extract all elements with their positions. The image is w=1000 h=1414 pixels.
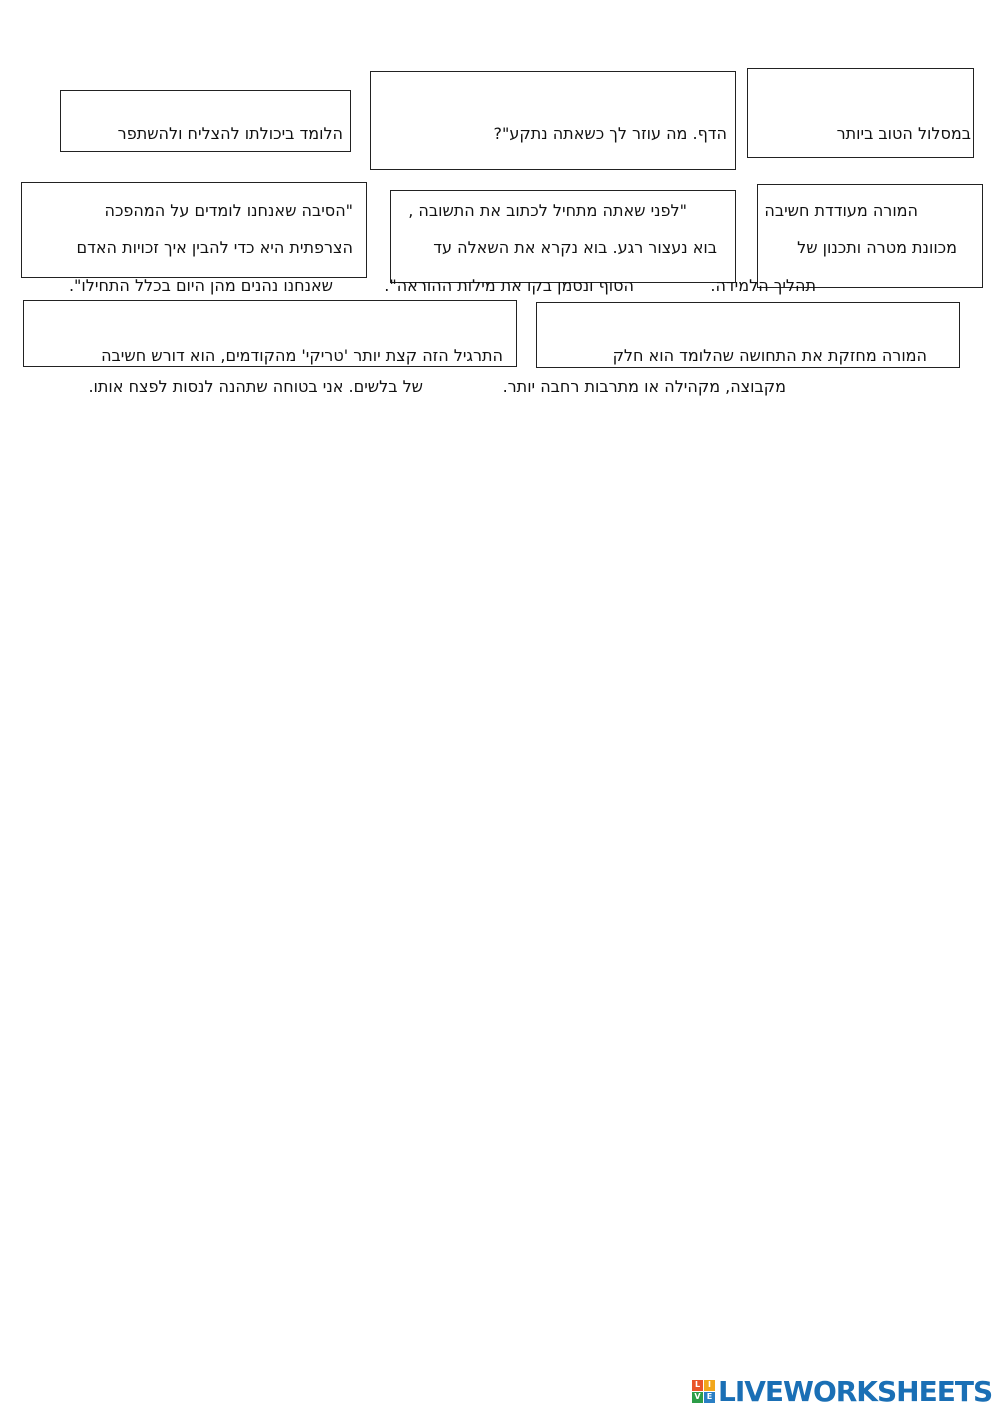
text-french-revolution-line2: הצרפתית היא כדי להבין איך זכויות האדם [76, 238, 353, 257]
answer-box-6[interactable] [757, 184, 983, 288]
text-teacher-belonging-line2: מקבוצה, מקהילה או מתרבות רחבה יותר. [502, 377, 786, 396]
logo-badge-e: E [704, 1392, 715, 1403]
text-page-help-question: הדף. מה עוזר לך כשאתה נתקע"? [493, 124, 727, 143]
text-teacher-encourages-line2: מכוונת מטרה ותכנון של [797, 238, 957, 257]
text-french-revolution-line1: "הסיבה שאנחנו לומדים על המהפכה [104, 201, 353, 220]
liveworksheets-logo [692, 1374, 992, 1408]
logo-badge-icon [692, 1380, 715, 1403]
text-teacher-encourages-line1: המורה מעודדת חשיבה [764, 201, 918, 220]
text-teacher-encourages-line3: תהליך הלמידה. [710, 276, 816, 295]
text-before-writing-line2: בוא נעצור רגע. בוא נקרא את השאלה עד [433, 238, 717, 257]
answer-box-1[interactable] [747, 68, 974, 158]
logo-badge-i: I [704, 1380, 715, 1391]
logo-badge-l: L [692, 1380, 703, 1391]
text-exercise-tricky-line1: התרגיל הזה קצת יותר 'טריקי' מהקודמים, הוא דורש חשיבה [101, 346, 503, 365]
text-exercise-tricky-line2: של בלשים. אני בטוחה שתהנה לנסות לפצח אותו. [88, 377, 423, 396]
logo-text: LIVEWORKSHEETS [718, 1374, 993, 1408]
text-learner-ability: הלומד ביכולתו להצליח ולהשתפר [117, 124, 343, 143]
text-french-revolution-line3: שאנחנו נהנים מהן היום בכלל התחילו". [68, 276, 333, 295]
text-teacher-belonging-line1: המורה מחזקת את התחושה שהלומד הוא חלק [612, 346, 927, 365]
logo-badge-v: V [692, 1392, 703, 1403]
answer-box-2[interactable] [370, 71, 736, 170]
answer-box-4[interactable] [21, 182, 367, 278]
text-before-writing-line1: "לפני שאתה מתחיל לכתוב את התשובה , [408, 201, 687, 220]
text-path-best: במסלול הטוב ביותר [836, 124, 971, 143]
text-before-writing-line3: הסוף ונסמן בקו את מילות ההוראה". [384, 276, 634, 295]
